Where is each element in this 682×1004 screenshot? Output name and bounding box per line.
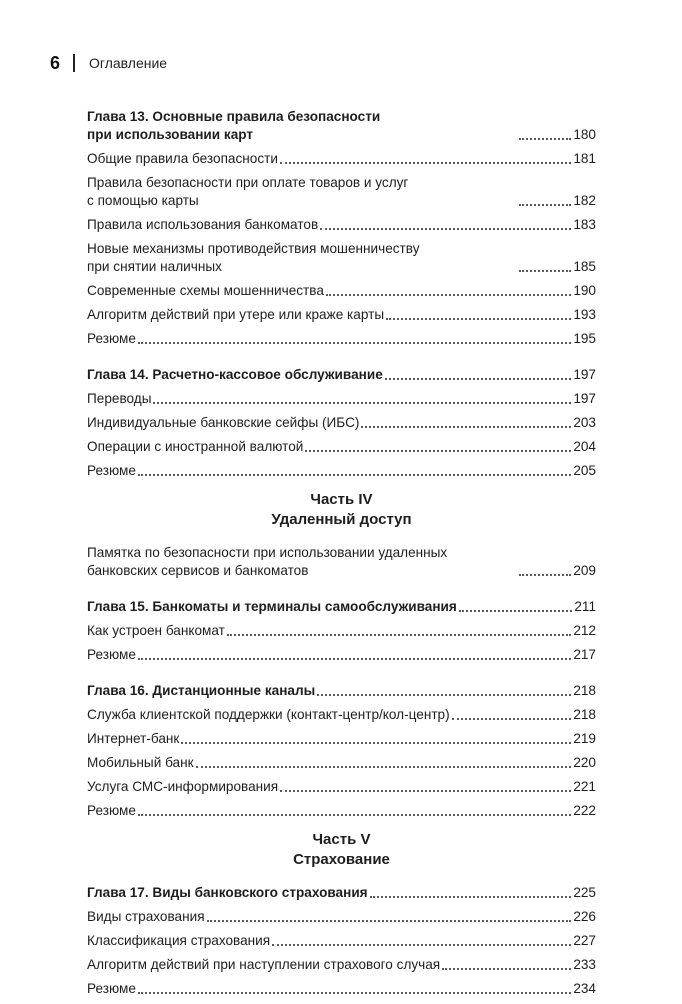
entry-page-number: 193 [573, 307, 596, 322]
entry-title-line: Глава 13. Основные правила безопасности [87, 109, 381, 124]
entry-page-number: 211 [574, 599, 596, 614]
entry-title-line: Новые механизмы противодействия мошенничеству [87, 241, 420, 256]
entry-title [87, 306, 384, 324]
entry-title [87, 598, 457, 616]
dot-leader [138, 657, 571, 660]
entry-page-number: 180 [573, 127, 596, 142]
entry-title [87, 646, 136, 664]
dot-leader [138, 473, 571, 476]
entry-title [87, 754, 194, 772]
entry-title-line: Современные схемы мошенничества [87, 283, 324, 298]
entry-title-line: при снятии наличных [87, 259, 222, 274]
toc-entry[interactable] [87, 908, 596, 926]
entry-title-line: Алгоритм действий при наступлении страхового случая [87, 957, 441, 972]
entry-title [87, 282, 324, 300]
entry-title-line: Общие правила безопасности [87, 151, 278, 166]
dot-leader [317, 693, 571, 696]
toc-entry[interactable] [87, 240, 596, 276]
entry-page-number: 233 [573, 957, 596, 972]
entry-title-line: Памятка по безопасности при использовании удаленных [87, 545, 448, 560]
entry-page-number: 217 [573, 647, 596, 662]
dot-leader [361, 425, 571, 428]
entry-title-line: Резюме [87, 647, 136, 662]
entry-page-number: 190 [573, 283, 596, 298]
entry-page-number: 226 [573, 909, 596, 924]
section-gap [87, 354, 596, 366]
entry-title-line: Глава 16. Дистанционные каналы [87, 683, 316, 698]
toc-entry[interactable] [87, 956, 596, 974]
entry-title [87, 908, 205, 926]
entry-title [87, 682, 315, 700]
entry-title-line: при использовании карт [87, 127, 254, 142]
entry-title [87, 150, 278, 168]
toc-entry[interactable] [87, 306, 596, 324]
dot-leader [207, 919, 572, 922]
entry-page-number: 185 [573, 259, 596, 274]
dot-leader [227, 633, 571, 636]
entry-title [87, 108, 517, 144]
entry-title-line: банковских сервисов и банкоматов [87, 563, 309, 578]
toc-chapter[interactable] [87, 598, 596, 616]
entry-page-number: 234 [573, 981, 596, 996]
toc-chapter[interactable] [87, 108, 596, 144]
entry-title [87, 884, 368, 902]
entry-page-number: 197 [573, 367, 596, 382]
toc-entry[interactable] [87, 544, 596, 580]
dot-leader [459, 609, 573, 612]
entry-title-line: Интернет-банк [87, 731, 180, 746]
entry-title-line: Как устроен банкомат [87, 623, 225, 638]
dot-leader [196, 765, 572, 768]
entry-title [87, 622, 225, 640]
entry-title [87, 174, 517, 210]
header-separator [73, 54, 75, 72]
entry-title-line: Глава 14. Расчетно-кассовое обслуживание [87, 367, 383, 382]
dot-leader [519, 137, 571, 140]
entry-title [87, 216, 318, 234]
entry-title [87, 462, 136, 480]
toc-entry[interactable] [87, 216, 596, 234]
entry-page-number: 195 [573, 331, 596, 346]
entry-page-number: 205 [573, 463, 596, 478]
entry-title [87, 730, 179, 748]
entry-page-number: 203 [573, 415, 596, 430]
entry-page-number: 182 [573, 193, 596, 208]
entry-page-number: 222 [573, 803, 596, 818]
dot-leader [452, 717, 572, 720]
part-heading [87, 490, 596, 530]
entry-title [87, 240, 517, 276]
entry-title [87, 330, 136, 348]
dot-leader [153, 401, 571, 404]
part-number: Часть V [312, 831, 371, 848]
dot-leader [370, 895, 572, 898]
part-title: Страхование [293, 851, 390, 868]
entry-page-number: 218 [573, 707, 596, 722]
entry-title [87, 414, 359, 432]
entry-title-line: Мобильный банк [87, 755, 194, 770]
entry-page-number: 209 [573, 563, 596, 578]
section-gap [87, 586, 596, 598]
toc-entry[interactable] [87, 932, 596, 950]
entry-page-number: 181 [573, 151, 596, 166]
dot-leader [280, 789, 571, 792]
entry-title-line: Служба клиентской поддержки (контакт-центр/кол-центр) [87, 707, 450, 722]
toc-entry[interactable] [87, 754, 596, 772]
dot-leader [519, 269, 571, 272]
toc-entry[interactable] [87, 730, 596, 748]
toc-entry[interactable] [87, 802, 596, 820]
toc-entry[interactable] [87, 706, 596, 724]
entry-title-line: Алгоритм действий при утере или краже карты [87, 307, 385, 322]
toc-chapter[interactable] [87, 366, 596, 384]
page-header [50, 50, 167, 76]
toc-entry[interactable] [87, 150, 596, 168]
entry-page-number: 197 [573, 391, 596, 406]
dot-leader [386, 317, 571, 320]
entry-page-number: 221 [573, 779, 596, 794]
entry-title [87, 544, 517, 580]
page-number: 6 [50, 52, 61, 73]
dot-leader [519, 573, 571, 576]
entry-title-line: Правила безопасности при оплате товаров и услуг [87, 175, 409, 190]
toc-entry[interactable] [87, 174, 596, 210]
entry-title-line: Глава 15. Банкоматы и терминалы самообслуживания [87, 599, 457, 614]
toc-entry[interactable] [87, 622, 596, 640]
section-gap [87, 670, 596, 682]
toc-entry[interactable] [87, 414, 596, 432]
entry-page-number: 227 [573, 933, 596, 948]
entry-title [87, 390, 151, 408]
entry-title-line: с помощью карты [87, 193, 199, 208]
dot-leader [519, 203, 571, 206]
entry-title-line: Резюме [87, 981, 136, 996]
entry-title-line: Виды страхования [87, 909, 205, 924]
entry-title [87, 980, 136, 998]
dot-leader [272, 943, 571, 946]
part-number: Часть IV [310, 491, 373, 508]
dot-leader [305, 449, 571, 452]
dot-leader [181, 741, 571, 744]
table-of-contents [87, 108, 596, 1004]
entry-title-line: Индивидуальные банковские сейфы (ИБС) [87, 415, 360, 430]
entry-title [87, 802, 136, 820]
entry-title [87, 956, 440, 974]
dot-leader [138, 991, 571, 994]
dot-leader [320, 227, 571, 230]
dot-leader [326, 293, 571, 296]
dot-leader [280, 161, 571, 164]
entry-title [87, 706, 450, 724]
entry-page-number: 219 [573, 731, 596, 746]
entry-title [87, 366, 383, 384]
toc-chapter[interactable] [87, 682, 596, 700]
toc-entry[interactable] [87, 778, 596, 796]
entry-title-line: Операции с иностранной валютой [87, 439, 304, 454]
dot-leader [385, 377, 572, 380]
entry-title [87, 778, 278, 796]
entry-title-line: Переводы [87, 391, 152, 406]
entry-title-line: Услуга СМС-информирования [87, 779, 279, 794]
entry-title [87, 438, 303, 456]
toc-entry[interactable] [87, 646, 596, 664]
entry-title-line: Глава 17. Виды банковского страхования [87, 885, 368, 900]
toc-entry[interactable] [87, 390, 596, 408]
part-heading [87, 830, 596, 870]
toc-chapter[interactable] [87, 884, 596, 902]
entry-title-line: Резюме [87, 331, 136, 346]
entry-page-number: 204 [573, 439, 596, 454]
toc-entry[interactable] [87, 980, 596, 998]
entry-title-line: Правила использования банкоматов [87, 217, 319, 232]
entry-page-number: 212 [573, 623, 596, 638]
entry-title [87, 932, 270, 950]
dot-leader [442, 967, 571, 970]
entry-page-number: 220 [573, 755, 596, 770]
toc-entry[interactable] [87, 438, 596, 456]
entry-title-line: Резюме [87, 463, 136, 478]
entry-page-number: 225 [573, 885, 596, 900]
dot-leader [138, 813, 571, 816]
running-title: Оглавление [89, 55, 168, 71]
toc-entry[interactable] [87, 282, 596, 300]
entry-page-number: 183 [573, 217, 596, 232]
entry-page-number: 218 [573, 683, 596, 698]
entry-title-line: Резюме [87, 803, 136, 818]
dot-leader [138, 341, 571, 344]
part-title: Удаленный доступ [271, 511, 412, 528]
toc-entry[interactable] [87, 330, 596, 348]
entry-title-line: Классификация страхования [87, 933, 271, 948]
toc-entry[interactable] [87, 462, 596, 480]
